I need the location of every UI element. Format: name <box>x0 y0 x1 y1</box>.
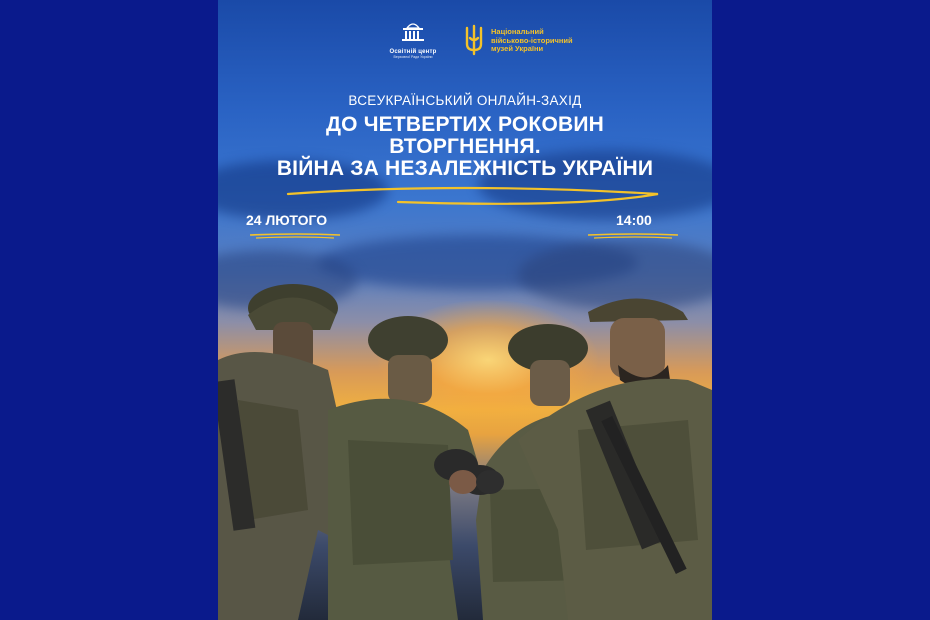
time-underline <box>586 232 681 240</box>
logo-right-line2: військово-історичний <box>491 35 573 45</box>
event-title <box>218 114 712 180</box>
soldiers-illustration <box>218 260 712 620</box>
logos-row <box>218 20 712 70</box>
logo-left-name: Освітній центр <box>389 49 437 55</box>
logo-right-line1: Національний <box>491 27 544 36</box>
logo-right-text <box>491 28 573 54</box>
title-line1: ДО ЧЕТВЕРТИХ РОКОВИН <box>325 113 605 136</box>
title-line3: ВІЙНА ЗА НЕЗАЛЕЖНІСТЬ УКРАЇНИ <box>276 157 654 180</box>
event-date: 24 ЛЮТОГО <box>246 212 328 228</box>
fist <box>449 470 477 494</box>
fist <box>476 470 504 494</box>
soldier-center-left <box>328 316 483 620</box>
education-center-logo <box>383 20 443 59</box>
gold-swash <box>278 182 668 212</box>
military-museum-logo <box>463 24 583 58</box>
logo-left-sub: Верховної Ради України <box>393 55 433 59</box>
date-underline <box>248 232 343 240</box>
logo-right-line3: музей України <box>491 44 544 53</box>
event-subtitle: ВСЕУКРАЇНСЬКИЙ ОНЛАЙН-ЗАХІД <box>348 93 582 108</box>
parliament-building-icon <box>398 20 428 42</box>
title-line2: ВТОРГНЕННЯ. <box>389 135 541 158</box>
trident-icon <box>463 24 485 56</box>
event-time: 14:00 <box>616 212 652 228</box>
event-poster <box>218 0 712 620</box>
